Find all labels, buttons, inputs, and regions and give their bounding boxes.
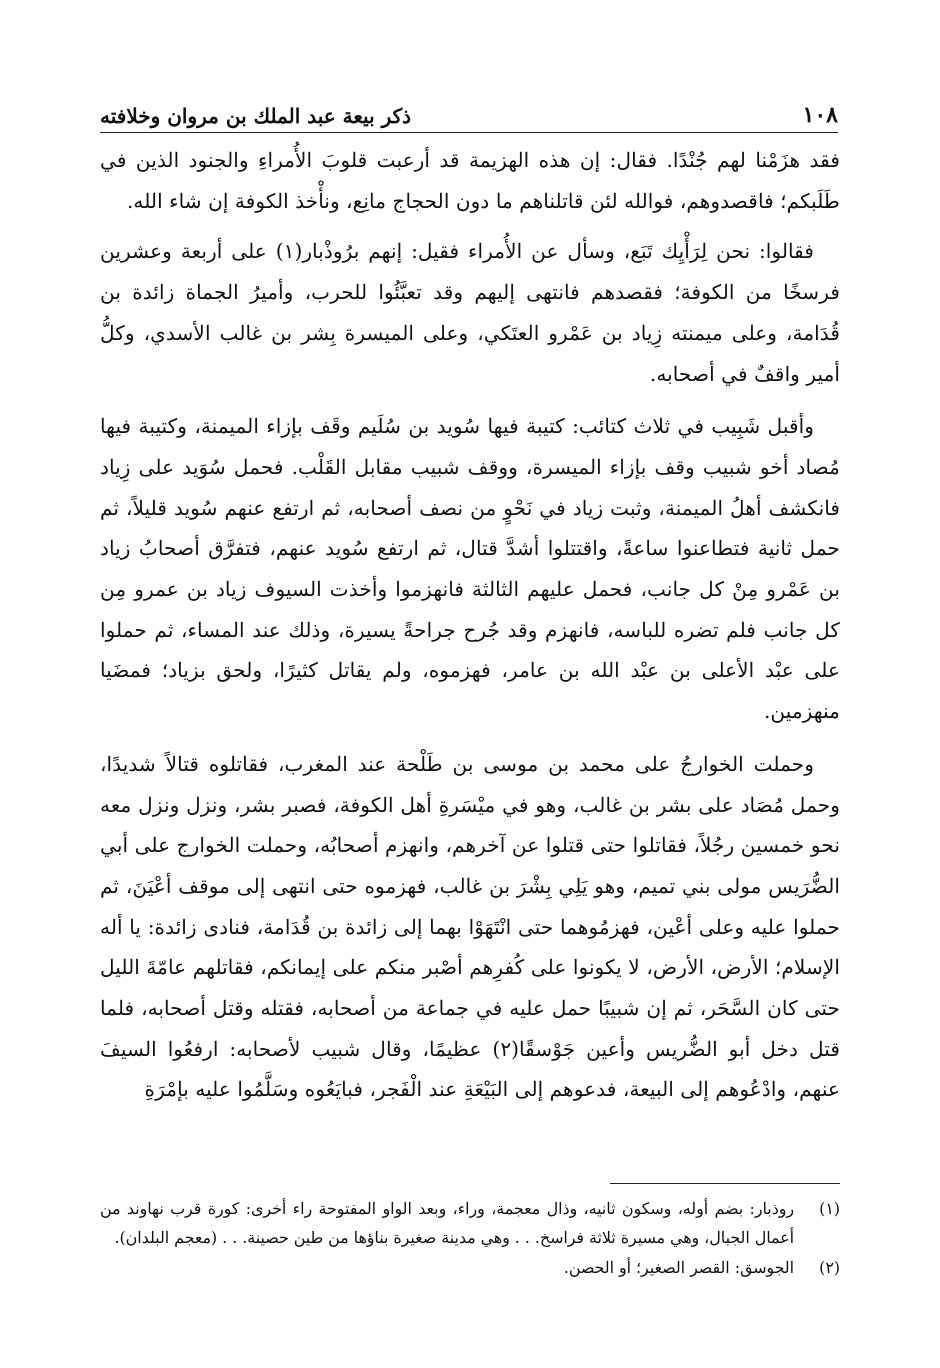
footnote-1	[100, 1195, 840, 1252]
paragraph-2: فقالوا: نحن لِرَأْيِك تَبَع، وسأل عن الأُمراء فقيل: إنهم برُوذْبار(١) على أربعة وعشرين فرسخًا من الكوفة؛ فقصدهم فانتهى إليهم وقد تعبَّئُوا للحرب، وأميرُ الجماة زائدة بن قُدَامة، وعلى ميمنته زِياد بن عَمْرو العتَكي، وعلى الميسرة بِشر بن غالب الأسدي، وكلُّ أمير واقفٌ في أصحابه.	[100, 239, 840, 386]
page-number: ١٠٨	[802, 102, 838, 128]
paragraph-1: فقد هزَمْنا لهم جُنْدًا. فقال: إن هذه الهزيمة قد أرعبت قلوبَ الأُمراءِ والجنود الذين في طَلَبكم؛ فاقصدوهم، فوالله لئن قاتلناهم ما دون الحجاج مانِع، ونأْخذ الكوفة إن شاء الله.	[100, 148, 840, 213]
footnote-text: الجوسق: القصر الصغير؛ أو الحصن.	[563, 1258, 794, 1277]
footnotes	[100, 1195, 840, 1285]
footnote-divider	[610, 1183, 840, 1184]
footnote-text: روذبار: بضم أوله، وسكون ثانيه، وذال معجمة، وراء، وبعد الواو المفتوحة راء أخرى: كورة قرب نهاوند من أعمال الجبال، وهي مسيرة ثلاثة فراسخ. . . وهي مدينة صغيرة بناؤها من طين حصينة. . . (معجم البلدان).	[100, 1199, 794, 1247]
footnote-number: (٢)	[819, 1258, 840, 1277]
running-title: ذكر بيعة عبد الملك بن مروان وخلافته	[100, 104, 412, 128]
paragraph-3: وأقبل شَبِيب في ثلاث كتائب: كتيبة فيها سُويد بن سُلَيم وقَف بإزاء الميمنة، وكتيبة فيها مُصاد أخو شبيب وقف بإزاء الميسرة، ووقف شبيب مقابل القَلْب. فحمل سُوَيد على زِياد فانكشف أهلُ الميمنة، وثبت زياد في نَحْوٍ من نصف أصحابه، ثم ارتفع عنهم سُويد قليلاً، ثم حمل ثانية فتطاعنوا ساعةً، واقتتلوا أشدَّ قتال، ثم ارتفع سُويد عنهم، فتفرَّق أصحابُ زياد بن عَمْرو مِنْ كل جانب، فحمل عليهم الثالثة فانهزموا وأخذت السيوف زياد بن عمرو مِن كل جانب فلم تضره للباسه، فانهزم وقد جُرح جراحةً يسيرة، وذلك عند المساء، ثم حملوا على عبْد الأعلى بن عبْد الله بن عامر، فهزموه، ولم يقاتل كثيرًا، ولحق بزياد؛ فمضَيا منهزمين.	[100, 414, 840, 724]
paragraph-4: وحملت الخوارجُ على محمد بن موسى بن طَلْحة عند المغرب، فقاتلوه قتالاً شديدًا، وحمل مُصَاد على بشر بن غالب، وهو في ميْسَرةِ أهل الكوفة، فصبر بشر، ونزل ونزل معه نحو خمسين رجُلاً، فقاتلوا حتى قتلوا عن آخرهم، وانهزم أصحابُه، وحملت الخوارج على أبي الضُّرَيس مولى بني تميم، وهو يَلِي بِشْرَ بن غالب، فهزموه حتى انتهى إلى موقف أعْيَنَ، ثم حملوا عليه وعلى أعْين، فهزمُوهما حتى انْتَهَوْا بهما إلى زائدة بن قُدَامة، فنادى زائدة: يا أله الإسلام؛ الأرض، الأرض، لا يكونوا على كُفرِهم أصْبر منكم على إيمانكم، فقاتلهم عامّةَ الليل حتى كان السَّحَر، ثم إن شبيبًا حمل عليه في جماعة من أصحابه، فقتله وقتل أصحابه، فلما قتل دخل أبو الضُّريس وأعين جَوْسقًا(٢) عظيمًا، وقال شبيب لأصحابه: ارفعُوا السيفَ عنهم، وادْعُوهم إلى البيعة، فدعوهم إلى البَيْعَةِ عند الْفَجر، فبايَعُوه وسَلَّمُوا عليه بإمْرَةِ	[100, 751, 840, 1102]
footnote-number: (١)	[819, 1199, 840, 1218]
footnote-2	[100, 1254, 840, 1283]
main-text	[100, 140, 840, 1122]
page-header	[100, 88, 838, 133]
